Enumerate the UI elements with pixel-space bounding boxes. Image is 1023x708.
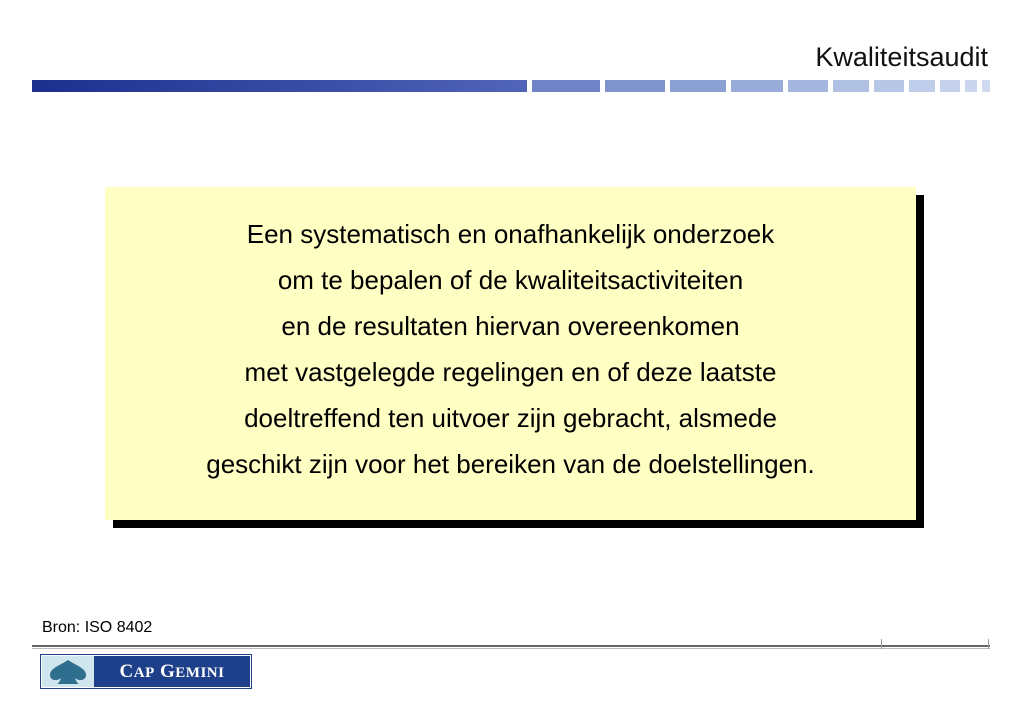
footer-tick — [988, 639, 989, 649]
header-bar-segment — [909, 80, 935, 92]
logo-letter: C — [119, 660, 134, 682]
header-bar-segment — [874, 80, 904, 92]
spade-icon — [42, 656, 94, 687]
definition-line: geschikt zijn voor het bereiken van de doelstellingen. — [206, 448, 815, 479]
definition-box — [105, 187, 916, 520]
definition-line: en de resultaten hiervan overeenkomen — [281, 310, 740, 341]
header-bar-segment — [532, 80, 600, 92]
logo-letters: AP — [133, 664, 155, 681]
definition-line: doeltreffend ten uitvoer zijn gebracht, alsmede — [244, 402, 777, 433]
header-bar-segment — [605, 80, 665, 92]
source-citation: Bron: ISO 8402 — [42, 619, 153, 636]
footer-divider — [32, 645, 990, 647]
company-logo — [40, 654, 252, 689]
header-bar-segment — [670, 80, 726, 92]
header-bar-segment — [731, 80, 783, 92]
logo-icon-area — [42, 656, 94, 687]
logo-text-area — [94, 656, 250, 687]
logo-wordmark — [120, 661, 225, 683]
footer-divider-light — [32, 648, 990, 649]
header-bar-segment — [788, 80, 828, 92]
header-bar-segment — [940, 80, 960, 92]
definition-line: met vastgelegde regelingen en of deze laatste — [244, 356, 777, 387]
footer-tick — [881, 639, 882, 649]
logo-letter: G — [160, 660, 176, 682]
definition-line: Een systematisch en onafhankelijk onderzoek — [246, 218, 775, 249]
definition-line: om te bepalen of de kwaliteitsactiviteiten — [277, 264, 744, 295]
header-bar-segment — [32, 80, 527, 92]
header-decorative-bar — [32, 80, 990, 92]
logo-letters: EMINI — [175, 664, 225, 681]
page-title: Kwaliteitsaudit — [815, 42, 988, 72]
header-bar-segment — [833, 80, 869, 92]
header-bar-segment — [965, 80, 977, 92]
header-bar-segment — [982, 80, 990, 92]
